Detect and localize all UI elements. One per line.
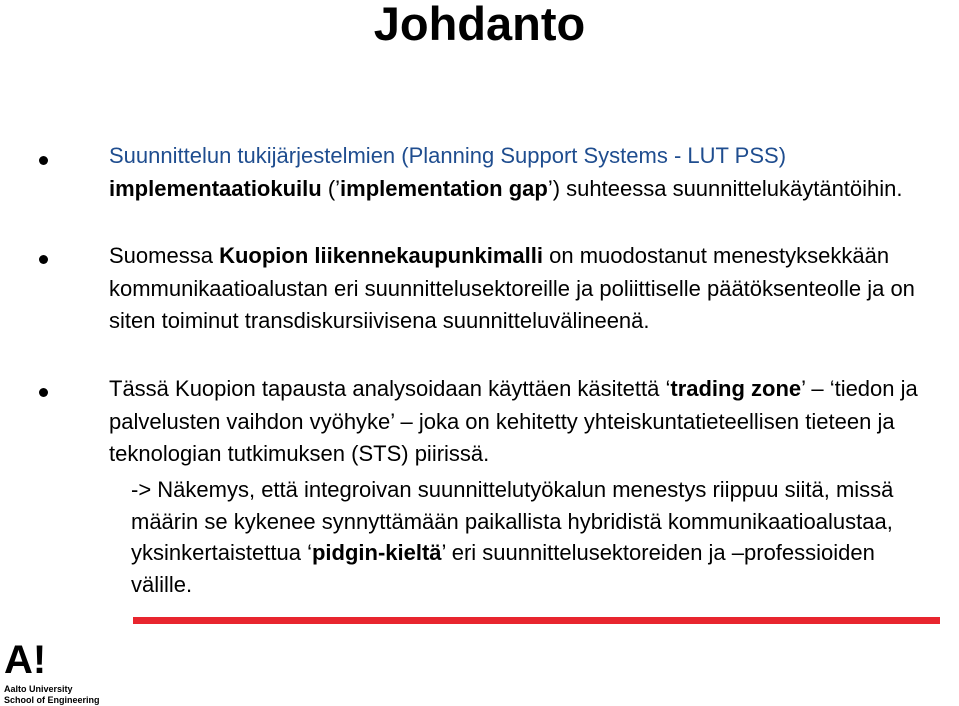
subpoint-term: pidgin-kieltä — [311, 540, 442, 565]
bullet-1-text: Suunnittelun tukijärjestelmien (Planning Support Systems - LUT PSS) — [109, 143, 787, 168]
bullet-dot-icon — [39, 156, 48, 165]
bullet-1-term-en: implementation gap — [340, 175, 548, 201]
red-divider — [133, 617, 940, 624]
bullet-2-term: Kuopion liikennekaupunkimalli — [219, 243, 543, 268]
logo-university-name: Aalto University — [4, 684, 73, 694]
bullet-2 — [109, 240, 954, 338]
bullet-2-text: on muodostanut menestyksekkään kommunikaatioalustan eri suunnittelusektoreille ja poliittiselle päätöksenteolle ja on siten toiminut transdiskursiivisena suunnitteluvälineenä. — [109, 243, 915, 333]
bullet-dot-icon — [39, 388, 48, 397]
bullet-3 — [109, 373, 954, 471]
slide-title: Johdanto — [373, 0, 586, 50]
bullet-1 — [109, 140, 954, 205]
subpoint-text: ’ eri suunnittelusektoreiden ja –professioiden välille. — [131, 540, 875, 597]
logo-mark: A! — [4, 638, 47, 682]
bullet-3-term: trading zone — [670, 376, 802, 401]
bullet-1-text: (’ — [321, 175, 341, 201]
subpoint — [131, 474, 931, 600]
logo-school-name: School of Engineering — [4, 695, 100, 705]
aalto-logo — [4, 640, 104, 706]
bullet-1-term: implementaatiokuilu — [109, 175, 322, 201]
subpoint-text: -> Näkemys, että integroivan suunnittelutyökalun menestys riippuu siitä, missä määrin se kykenee synnyttämään paikallista hybridistä kommunikaatioalustaa, yksinkertaistettua ‘ — [131, 477, 894, 565]
bullet-3-text: Tässä Kuopion tapausta analysoidaan käyttäen käsitettä ‘ — [109, 376, 671, 401]
bullet-dot-icon — [39, 255, 48, 264]
bullet-2-text: Suomessa — [109, 243, 220, 268]
bullet-1-text: ’) suhteessa suunnittelukäytäntöihin. — [547, 175, 903, 201]
bullet-3-text: ’ – ‘tiedon ja palvelusten vaihdon vyöhyke’ – joka on kehitetty yhteiskuntatieteellisen tieteen ja teknologian tutkimuksen (STS) piirissä. — [109, 376, 918, 466]
